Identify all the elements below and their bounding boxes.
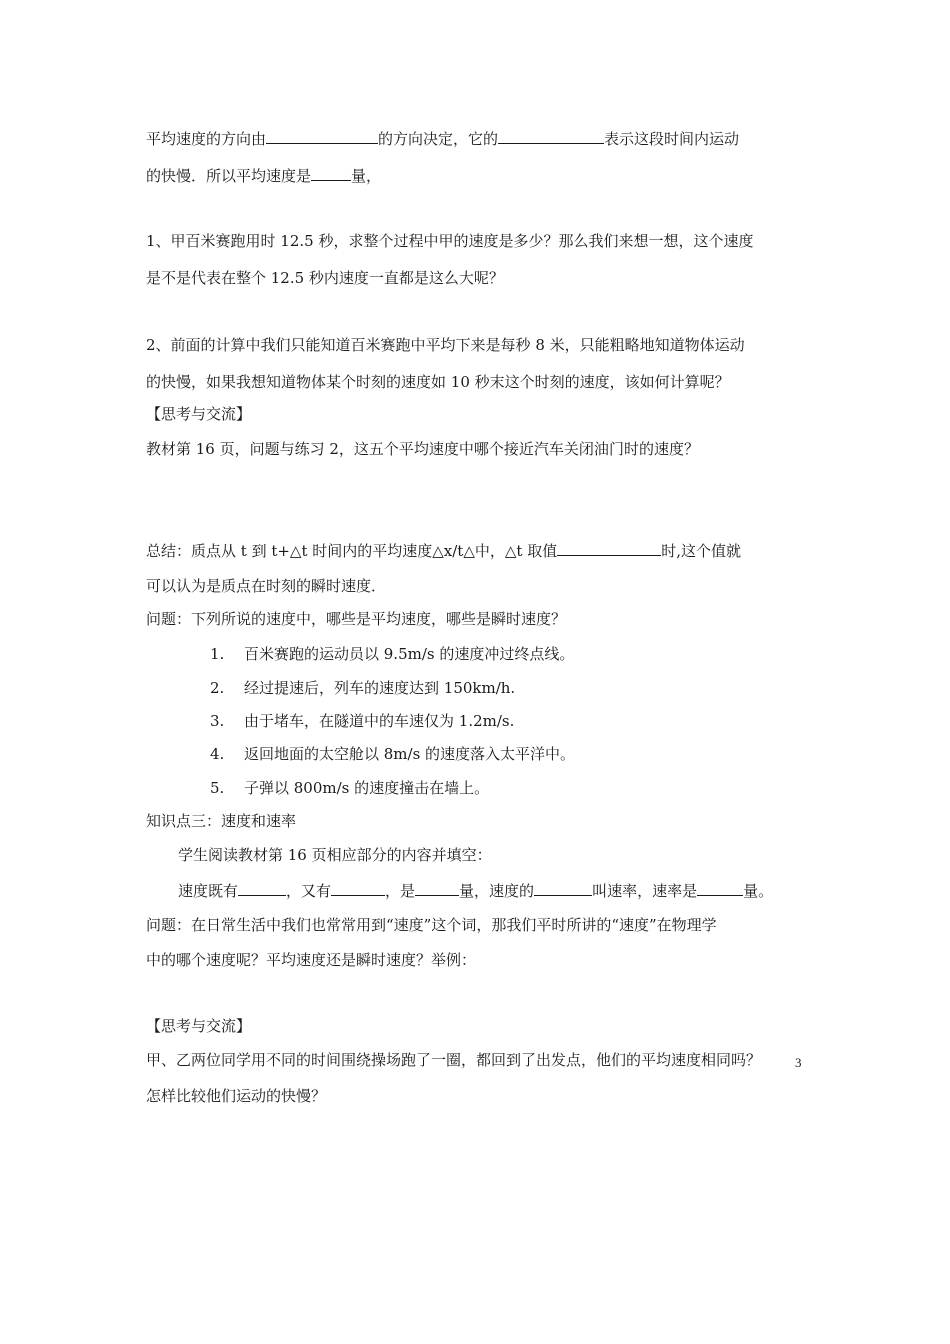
list-text: 由于堵车，在隧道中的车速仅为 1.2m/s. (244, 712, 515, 730)
fill-text-b: ，又有 (286, 882, 332, 900)
list-item (210, 712, 514, 730)
question-2-text-1: 问题：在日常生活中我们也常常用到“速度”这个词，那我们平时所讲的“速度”在物理学 (146, 916, 717, 934)
fill-in-line (178, 881, 773, 900)
question-2-line-1: 2、前面的计算中我们只能知道百米赛跑中平均下来是每秒 8 米，只能粗略地知道物体运动 (146, 336, 745, 354)
blank-field[interactable] (557, 541, 661, 556)
intro-line-2 (146, 166, 381, 185)
blank-field[interactable] (311, 166, 351, 181)
question-1-line-2: 是不是代表在整个 12.5 秒内速度一直都是这么大呢？ (146, 269, 504, 287)
intro-text-a: 平均速度的方向由 (146, 130, 267, 148)
intro-text-c: 表示这段时间内运动 (604, 130, 740, 148)
fill-text-c: ，是 (385, 882, 416, 900)
blank-field[interactable] (331, 881, 385, 896)
list-text: 子弹以 800m/s 的速度撞击在墙上。 (244, 779, 490, 797)
list-number: 2. (210, 679, 225, 697)
list-number: 4. (210, 745, 225, 763)
list-number: 3. (210, 712, 225, 730)
list-item (210, 745, 575, 763)
list-number: 5. (210, 779, 225, 797)
think-text-1: 教材第 16 页，问题与练习 2，这五个平均速度中哪个接近汽车关闭油门时的速度？ (146, 440, 699, 458)
think-text-2a: 甲、乙两位同学用不同的时间围绕操场跑了一圈，都回到了出发点，他们的平均速度相同吗？ (146, 1051, 762, 1069)
summary-line-2: 可以认为是质点在时刻的瞬时速度． (146, 577, 387, 595)
blank-field[interactable] (415, 881, 459, 896)
fill-text-f: 量。 (743, 882, 774, 900)
think-text-2b: 怎样比较他们运动的快慢？ (146, 1087, 327, 1105)
list-number: 1. (210, 645, 225, 663)
blank-field[interactable] (697, 881, 743, 896)
list-item (210, 679, 515, 697)
question-2-text-2: 中的哪个速度呢？平均速度还是瞬时速度？举例： (146, 951, 477, 969)
page-number: 3 (795, 1055, 802, 1070)
list-item (210, 645, 574, 663)
list-text: 百米赛跑的运动员以 9.5m/s 的速度冲过终点线。 (244, 645, 575, 663)
intro-text-b: 的方向决定，它的 (378, 130, 499, 148)
list-text: 返回地面的太空舱以 8m/s 的速度落入太平洋中。 (244, 745, 576, 763)
question-1-line-1: 1、甲百米赛跑用时 12.5 秒，求整个过程中甲的速度是多少？那么我们来想一想，这个速度 (146, 232, 754, 250)
summary-line-1 (146, 541, 741, 560)
intro-text-e: 量， (351, 167, 382, 185)
blank-field[interactable] (238, 881, 286, 896)
reading-instruction: 学生阅读教材第 16 页相应部分的内容并填空： (178, 846, 492, 864)
fill-text-a: 速度既有 (178, 882, 239, 900)
summary-text-b: 时,这个值就 (661, 542, 741, 560)
question-heading: 问题：下列所说的速度中，哪些是平均速度，哪些是瞬时速度？ (146, 610, 567, 628)
intro-line-1 (146, 129, 739, 148)
question-2-line-2: 的快慢，如果我想知道物体某个时刻的速度如 10 秒末这个时刻的速度，该如何计算呢？ (146, 373, 730, 391)
think-heading-2: 【思考与交流】 (146, 1017, 252, 1035)
blank-field[interactable] (266, 129, 378, 144)
think-heading-1: 【思考与交流】 (146, 405, 252, 423)
fill-text-e: 叫速率，速率是 (592, 882, 698, 900)
blank-field[interactable] (534, 881, 592, 896)
fill-text-d: 量，速度的 (459, 882, 535, 900)
summary-text-a: 总结：质点从 t 到 t+△t 时间内的平均速度△x/t△中，△t 取值 (146, 542, 558, 560)
list-item (210, 779, 489, 797)
knowledge-point-title: 知识点三：速度和速率 (146, 812, 297, 830)
intro-text-d: 的快慢．所以平均速度是 (146, 167, 312, 185)
list-text: 经过提速后，列车的速度达到 150km/h. (244, 679, 516, 697)
blank-field[interactable] (498, 129, 604, 144)
